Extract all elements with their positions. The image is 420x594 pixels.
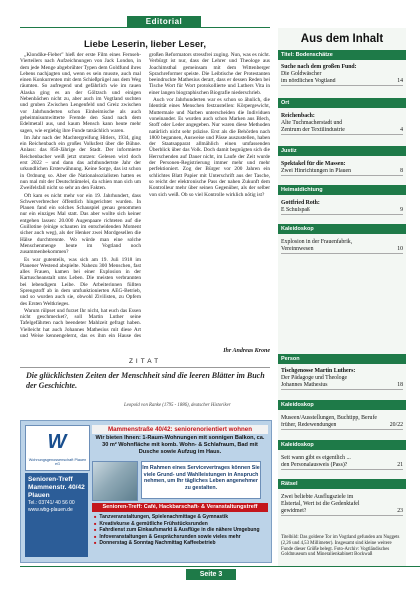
entry-page: 14 <box>397 78 403 84</box>
entry-heading: Suche nach dem großen Fund: <box>281 64 357 70</box>
entry-row: gewidmet? 23 <box>281 508 403 514</box>
contents-entry[interactable] <box>281 161 403 176</box>
editorial-paragraph: Warum rülpset und furzet Ihr nicht, hat euch das Essen nicht geschmecket?, soll Martin Luther seine Tafelgefährten nach beendeter Mahlzeit gefragt haben. Vielleicht hat auch Johannes Mathesius mit diese Art und Weise kennengelernt, das es ihm ein Hause des großen Reformators stressfrei zuging. Nun, was es nicht. Verbürgt ist nur, dass der Lehrer und Theologe aus Joachimsthal gemeinsam mit dem Wittenberger Sprachreformer speiste. Die Leibtische der Protestanten beeindruckte Mathesius derart, dass er dessen Reden bei Tische Wort für Wort protokollierte und Luthers Vita in einer langen biographischen Biografie niederschrieb. <box>20 52 270 340</box>
entry-heading: Gottfried Roth: <box>281 200 320 206</box>
editorial-title: Liebe Leserin, lieber Leser, <box>84 39 206 50</box>
ad-feature-item: ■ Tanzveranstaltungen, Spielenachmittage & Gymnastik <box>94 514 268 521</box>
entry-row: Zentrum der Textilindustrie 4 <box>281 127 403 133</box>
editorial-body <box>20 52 270 344</box>
ad-contact-info[interactable]: Tel.: 03741/ 40 56 00 www.wbg-plauen.de <box>28 500 75 513</box>
cover-caption: Titelbild: Das goldene Tor im Vogtland gefunden am Nuggets (2,26 und 4,53 Millimeter). Insgesamt sind kleine weitere Funde dieser Größe belegt. Foto-Archiv: Vogtländisches Goldmuseum und Mineralienkabinett Bockwaß <box>281 535 400 558</box>
entry-page: 18 <box>397 382 403 388</box>
entry-row: Vereinnwesen 10 <box>281 246 403 252</box>
entry-row: früher, Redewendungen 20/22 <box>281 422 403 428</box>
editorial-paragraph: Oft kam es nicht mehr vor ein 19. Jahrhundert, dass Schwerverbrecher öffentlich hingerichtet wurden. In Plauen fand ein solches Schauspiel genau genommen nur ein einziges Mal statt. Das aber wollte sich keiner entgehen lassen: 20.000 Augenpaare richteten auf die Guillotine (einige schauten im entscheidenden Moment sicher auch weg), als der Henker zwei Mordgesellen die Hälse durchtrennte. Wo würde man eine solche Menschenmenge heute im Vogtland noch zusammenbekommen? <box>20 192 141 256</box>
wbg-logo-subtitle: Wohnungsgenossenschaft Plauen eG <box>28 458 87 466</box>
wbg-logo-icon: W <box>47 431 67 453</box>
entry-page: 8 <box>400 168 403 174</box>
entry-page: 20/22 <box>389 422 403 428</box>
entry-row: Johannes Mathesius 18 <box>281 382 403 388</box>
contents-entry[interactable] <box>281 239 403 254</box>
page-number: Seite 3 <box>186 569 236 580</box>
section-header: Kaleidoskop <box>278 440 406 450</box>
entry-heading: Reichenbach: <box>281 113 315 119</box>
entry-row: E Schulspaß 9 <box>281 207 403 213</box>
section-header: Kaleidoskop <box>278 224 406 234</box>
entry-desc-1: Die Goldwäscher <box>281 71 322 77</box>
ad-service-box: Im Rahmen eines Servicevertrages können Sie viele Grund- und Wahlleistungen in Anspruch nehmen, um Ihr tägliches Leben angenehmer zu gestalten. <box>141 461 261 499</box>
editorial-author: Ihr Andreas Krone <box>223 348 270 354</box>
section-header: Titel: Bodenschätze <box>278 50 406 60</box>
contents-entry[interactable] <box>281 415 403 430</box>
advertisement[interactable] <box>20 420 272 563</box>
section-header: Ort <box>278 98 406 108</box>
editorial-paragraph: Auch vor Jahrhunderten war es schon so ähnlich, die Identität eines Menschen festzustellen: Körpergewicht, Muttermale und Narben unterscheiden die Individuen voneinander. Es wurden auch schon Marken aus Blech, Stoff oder Leder angegeben. Nur waren diese Methoden natürlich nicht sehr präzise. Erst als die Behörden nach 1800 begannen, Ausweise und Pässe auszustellen, haben der Staatsapparat allmählich einen umfassenden Überblick über das Volk. Doch damit begnügten sich die Herrschenden auf Dauer nicht, im Laufe der Zeit wurde der Personen-Registrierung immer mehr und mehr perfektioniert. Zog der Bürger vor 200 Jahren ein schlichtes Blatt Papier mit Unterschrift aus der Tasche, so reicht der elektronische Pass der nahen Zukunft dem Kontrolleur mehr über seinen Gegenüber, als der selber von sich weiß. Ob so viel Kontrolle wirklich nötig ist? <box>149 97 270 198</box>
quote-text: Die glücklichsten Zeiten der Menschheit sind die leeren Blätter im Buch der Geschichte. <box>26 371 265 390</box>
entry-desc-1: Museen/Ausstellungen, Buchtipp, Berufe <box>281 415 377 421</box>
editorial-paragraph: Im Jahr nach der Machtergreifung Hitlers, 1934, ging ein Reichenbach ein großes Volksfest über die Bühne. Anlass: das 850-Jährige der Stadt. Der informierte Reichenbacher weiß jetzt stutzen: Gelesen wird doch erst 2022 – und dann das achthundertste Jahr der urkundlichen Ersterwähnung. Keine Sorge, das ist schon in Ordnung so. Aber die Nationalsozialisten hatten es nun mal mit der Deutschtümelei, da schien man sich um Zweifelsfall nicht so sehr an den Fakten. <box>20 134 141 192</box>
editorial-paragraph: „Klondike-Fieber" hieß der erste Film eines Fernseh-Vierteilers nach Aufzeichnungen von Jack London, in dem jede Menge abgebrühter Typen dem Goldfund ihres Lebens nachjagten und, wenn es sein musste, auch mal einen Konkurrenten mit dem Schießprügel aus dem Weg räumten. So aufregend und gefährlich wie im rauen Alaska ging es an der Göltzsch und einigen Nebenbächen nicht zu, aber auch im Vogtland suchten und gruben Zwischen Lengenfeld und Greiz zwischen vor Jahrhunderten schon Einheimische als auch geheimnisumwitterte Fremde den Sand nach dem Edelmetall aus, und kaum Mensch kann heute mehr sagen, wie ergiebig ihre Funde tatsächlich waren. <box>20 52 141 134</box>
ad-contact-title: Senioren-Treff Mammenstr. 40/42 Plauen <box>28 476 85 499</box>
entry-page: 23 <box>397 508 403 514</box>
section-header: Person <box>278 354 406 364</box>
ad-feature-item: ■ Kreativkurse & gemütliche Frühstücksrunden <box>94 521 268 528</box>
ad-feature-item: ■ Infoveranstaltungen & Gesprächsrunden sowie vieles mehr <box>94 534 268 541</box>
entry-heading: Tischgenosse Martin Luthers: <box>281 368 356 374</box>
entry-heading: Spektakel für die Massen: <box>281 161 346 167</box>
contents-title: Aus dem Inhalt <box>300 33 384 45</box>
wbg-logo <box>25 425 90 471</box>
ad-feature-item: ■ Fahrdienst zum Einkaufsmarkt & Ausflüge in die nähere Umgebung <box>94 527 268 534</box>
entry-desc-1: Der Pädagoge und Theologe <box>281 375 348 381</box>
section-header: Heimatdichtung <box>278 185 406 195</box>
contents-entry[interactable] <box>281 368 403 390</box>
section-header: Kaleidoskop <box>278 400 406 410</box>
entry-page: 4 <box>400 127 403 133</box>
ad-treff-bar: Senioren-Treff: Café, Hackbarschaft- & Veranstaltungstreff <box>92 503 268 512</box>
entry-desc-1: Seit wann gibt es eigentlich ... <box>281 455 351 461</box>
footer-rule <box>20 566 420 567</box>
header-bar <box>0 0 420 28</box>
ad-feature-list <box>94 514 268 547</box>
contents-entry[interactable] <box>281 113 403 135</box>
section-header: Rätsel <box>278 479 406 489</box>
contents-sidebar <box>278 28 406 566</box>
ad-feature-item: ■ Donnerstag & Sonntag Nachmittag Kaffeebetrieb <box>94 540 268 547</box>
entry-page: 21 <box>397 462 403 468</box>
entry-row: den Personalausweis (Pass)? 21 <box>281 462 403 468</box>
contents-entry[interactable] <box>281 494 403 516</box>
ad-photo <box>92 461 138 501</box>
entry-row: im nördlichen Vogtland 14 <box>281 78 403 84</box>
entry-desc-2: Elstertal, Wert ist die Gedenktafel <box>281 501 360 507</box>
ad-contact-panel <box>25 473 88 557</box>
entry-page: 10 <box>397 246 403 252</box>
header-rule <box>20 27 270 28</box>
ad-subline: Wir bieten Ihnen: 1-Raum-Wohnungen mit sonnigen Balkon, ca. 30 m² Wohnfläche mit komb. Wohn- & Schlafraum, Bad mit Dusche sowie Aufzug im Haus. <box>95 435 265 455</box>
contents-entry[interactable] <box>281 64 403 86</box>
entry-desc-1: Alte Tuchmacherstadt und <box>281 120 343 126</box>
entry-desc-1: Zwei beliebte Ausflugsziele im <box>281 494 354 500</box>
entry-desc-1: Explosion in der Frauenfabrik, <box>281 239 353 245</box>
editorial-paragraph: Es war gutenteils, was sich am 19. Juli 1918 im Plauener Westend abspielte. Nahezu 300 Menschen, fast alles Frauen, kamen bei einer Explosion in der Kartuscheanstalt ums Leben. Die meisten verbrannten bei lebendigem Leibe. Die Arbeiterinnen füllten Sprengstoff ab in dem umfunktionierten AEG-Betrieb, und so wurden auch sie, obwohl Zivilisten, zu Opfern des Ersten Weltkrieges. <box>20 256 141 307</box>
entry-page: 9 <box>400 207 403 213</box>
contents-entry[interactable] <box>281 200 403 215</box>
ad-headline: Mammenstraße 40/42: seniorenorientiert wohnen <box>92 425 268 434</box>
quote-rule <box>20 367 270 368</box>
section-header: Justiz <box>278 146 406 156</box>
contents-entry[interactable] <box>281 455 403 470</box>
quote-label: ZITAT <box>128 358 162 365</box>
quote-source: Leopold von Ranke (1795 - 1886), deutscher Historiker <box>124 403 231 408</box>
section-tab-editorial: Editorial <box>127 16 201 28</box>
entry-row: Zwei Hinrichtungen in Plauen 8 <box>281 168 403 174</box>
